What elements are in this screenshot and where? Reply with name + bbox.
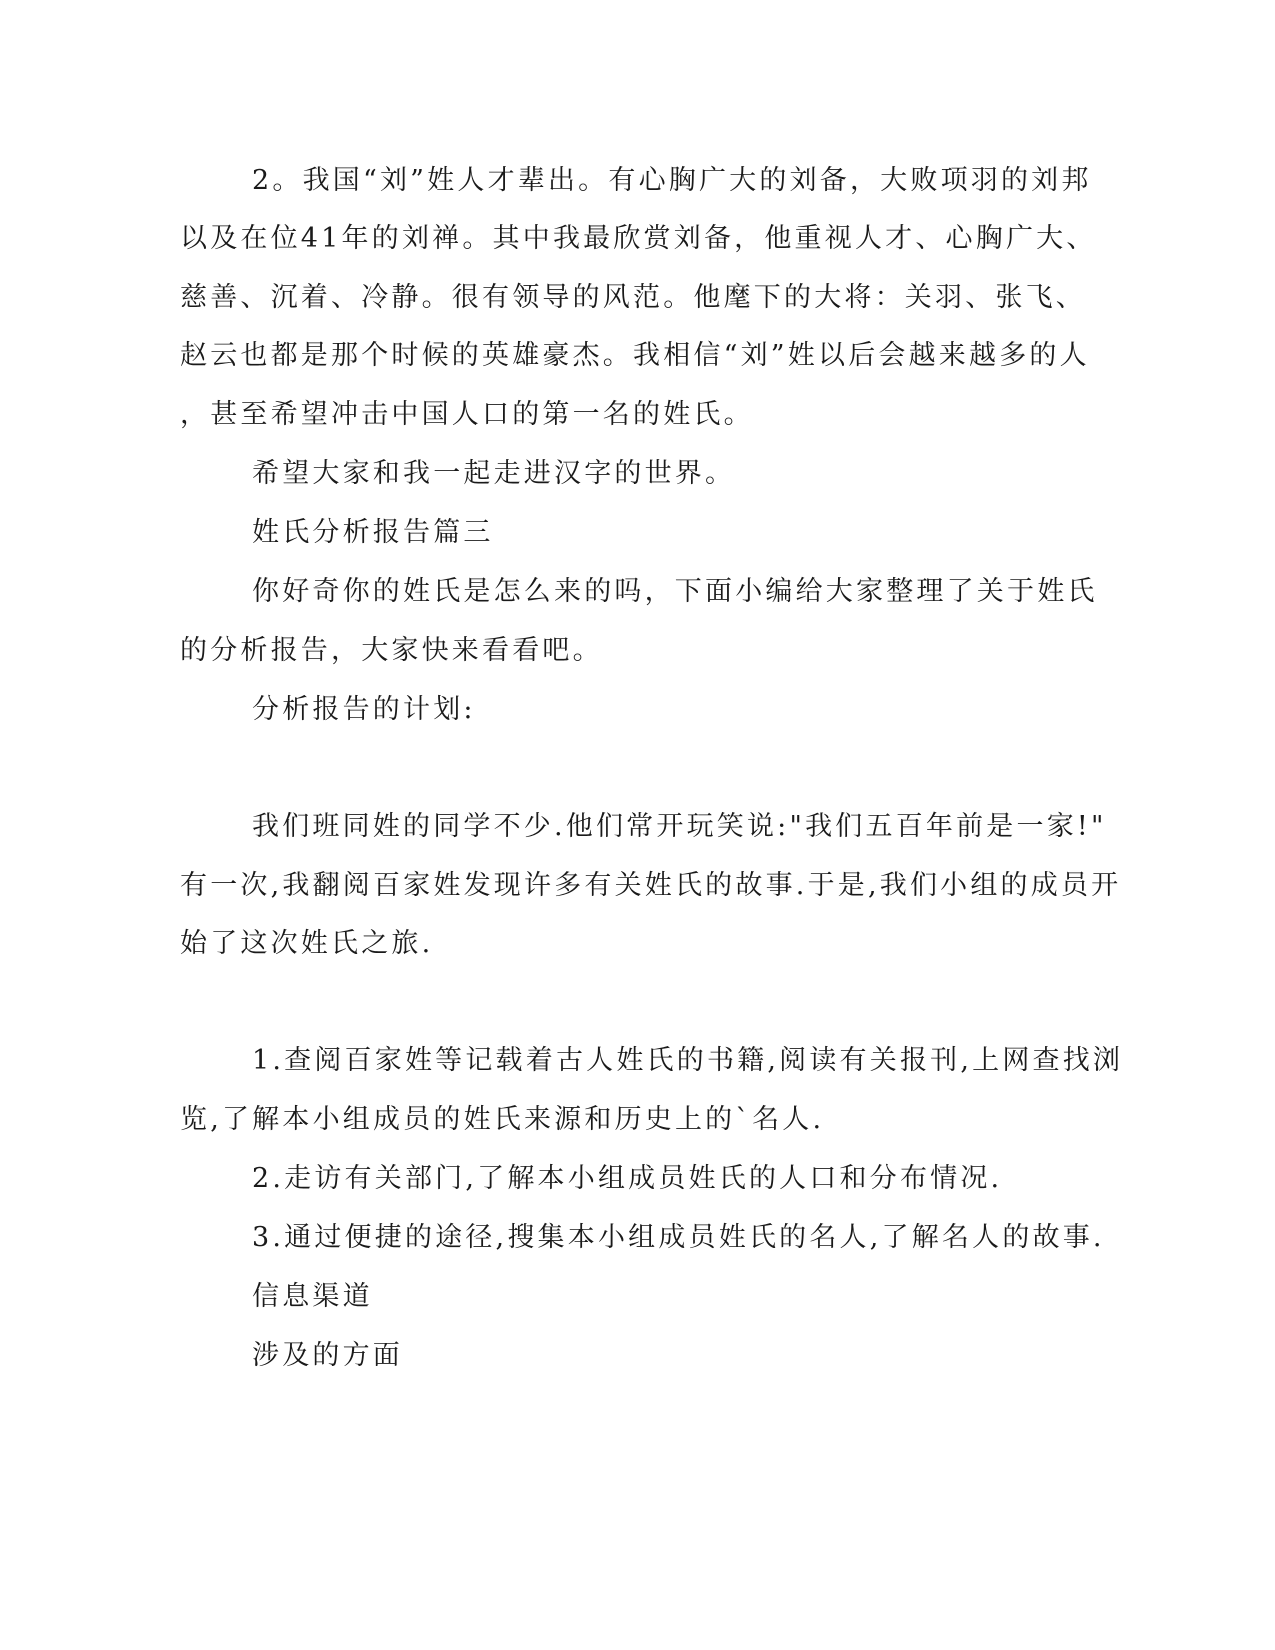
- text-line: 2。我国“刘”姓人才辈出。有心胸广大的刘备，大败项羽的刘邦: [252, 165, 1092, 196]
- text-line: 2.走访有关部门,了解本小组成员姓氏的人口和分布情况.: [252, 1163, 1003, 1194]
- section-heading: 姓氏分析报告篇三: [252, 517, 494, 548]
- text-line: 我们班同姓的同学不少.他们常开玩笑说:"我们五百年前是一家!": [252, 811, 1107, 842]
- text-line: 赵云也都是那个时候的英雄豪杰。我相信“刘”姓以后会越来越多的人: [180, 340, 1090, 371]
- text-line: 分析报告的计划:: [252, 694, 476, 725]
- text-line: 3.通过便捷的途径,搜集本小组成员姓氏的名人,了解名人的故事.: [252, 1222, 1105, 1253]
- text-line: 以及在位41年的刘禅。其中我最欣赏刘备，他重视人才、心胸广大、: [180, 223, 1097, 254]
- text-line: 1.查阅百家姓等记载着古人姓氏的书籍,阅读有关报刊,上网查找浏: [252, 1045, 1124, 1076]
- text-line: 你好奇你的姓氏是怎么来的吗，下面小编给大家整理了关于姓氏: [252, 576, 1098, 607]
- text-line: ，甚至希望冲击中国人口的第一名的姓氏。: [180, 399, 754, 430]
- text-line: 的分析报告，大家快来看看吧。: [180, 635, 603, 666]
- text-line: 慈善、沉着、冷静。很有领导的风范。他麾下的大将：关羽、张飞、: [180, 282, 1086, 313]
- text-line: 信息渠道: [252, 1281, 373, 1312]
- text-line: 涉及的方面: [252, 1340, 403, 1371]
- text-line: 有一次,我翻阅百家姓发现许多有关姓氏的故事.于是,我们小组的成员开: [180, 870, 1122, 901]
- text-line: 希望大家和我一起走进汉字的世界。: [252, 458, 736, 489]
- text-line: 始了这次姓氏之旅.: [180, 928, 434, 959]
- text-line: 览,了解本小组成员的姓氏来源和历史上的`名人.: [180, 1104, 825, 1135]
